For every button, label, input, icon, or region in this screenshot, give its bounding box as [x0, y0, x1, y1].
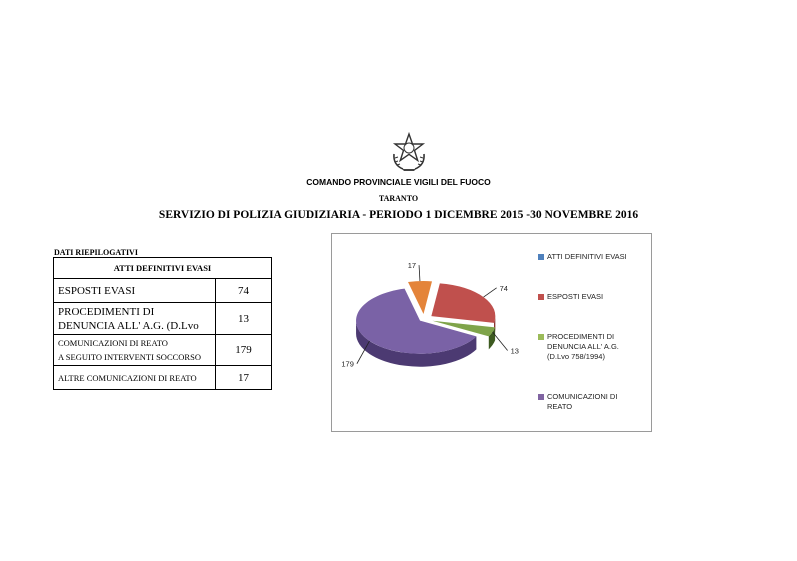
pie-chart: [331, 233, 652, 432]
row-label-line-2: A SEGUITO INTERVENTI SOCCORSO: [58, 352, 201, 362]
row-label-cell: [54, 303, 216, 335]
row-label: ESPOSTI EVASI: [54, 279, 216, 303]
emblem-icon: [389, 132, 429, 172]
legend-swatch: [538, 334, 544, 340]
data-label-leader-line: [493, 332, 508, 350]
row-value: 17: [216, 366, 272, 390]
table-row: [54, 366, 272, 390]
table-row: [54, 335, 272, 366]
city-name: TARANTO: [378, 194, 419, 203]
row-label: ALTRE COMUNICAZIONI DI REATO: [54, 366, 216, 390]
row-label: PROCEDIMENTI DI DENUNCIA ALL' A.G. (D.Lvo: [58, 305, 199, 332]
data-label: 17: [407, 261, 417, 271]
row-value: 179: [216, 335, 272, 366]
data-label: 179: [341, 359, 354, 369]
legend-label: PROCEDIMENTI DI DENUNCIA ALL' A.G. (D.Lvo 758/1994): [547, 332, 619, 361]
row-value: 74: [216, 279, 272, 303]
organization-name: COMANDO PROVINCIALE VIGILI DEL FUOCO: [306, 177, 491, 187]
table-header-row: [54, 258, 272, 279]
table-header: ATTI DEFINITIVI EVASI: [54, 258, 272, 279]
legend-swatch: [538, 394, 544, 400]
legend-swatch: [538, 294, 544, 300]
legend-label: ATTI DEFINITIVI EVASI: [547, 252, 627, 261]
row-value: 13: [216, 303, 272, 335]
data-label-leader-line: [484, 288, 497, 297]
data-label-leader-line: [419, 265, 420, 281]
data-label: 74: [499, 283, 508, 293]
pie-slice: [431, 283, 495, 322]
table-row: [54, 303, 272, 335]
legend-swatch: [538, 254, 544, 260]
data-label: 13: [510, 346, 519, 356]
legend-label: ESPOSTI EVASI: [547, 292, 604, 301]
page-title: SERVIZIO DI POLIZIA GIUDIZIARIA - PERIODO 1 DICEMBRE 2015 -30 NOVEMBRE 2016: [158, 209, 639, 221]
summary-table: [53, 257, 272, 390]
table-row: [54, 279, 272, 303]
legend-label: COMUNICAZIONI DI REATO: [547, 392, 618, 411]
row-label-line-1: COMUNICAZIONI DI REATO: [58, 338, 168, 348]
row-label-cell: [54, 335, 216, 366]
summary-label: DATI RIEPILOGATIVI: [54, 248, 138, 257]
